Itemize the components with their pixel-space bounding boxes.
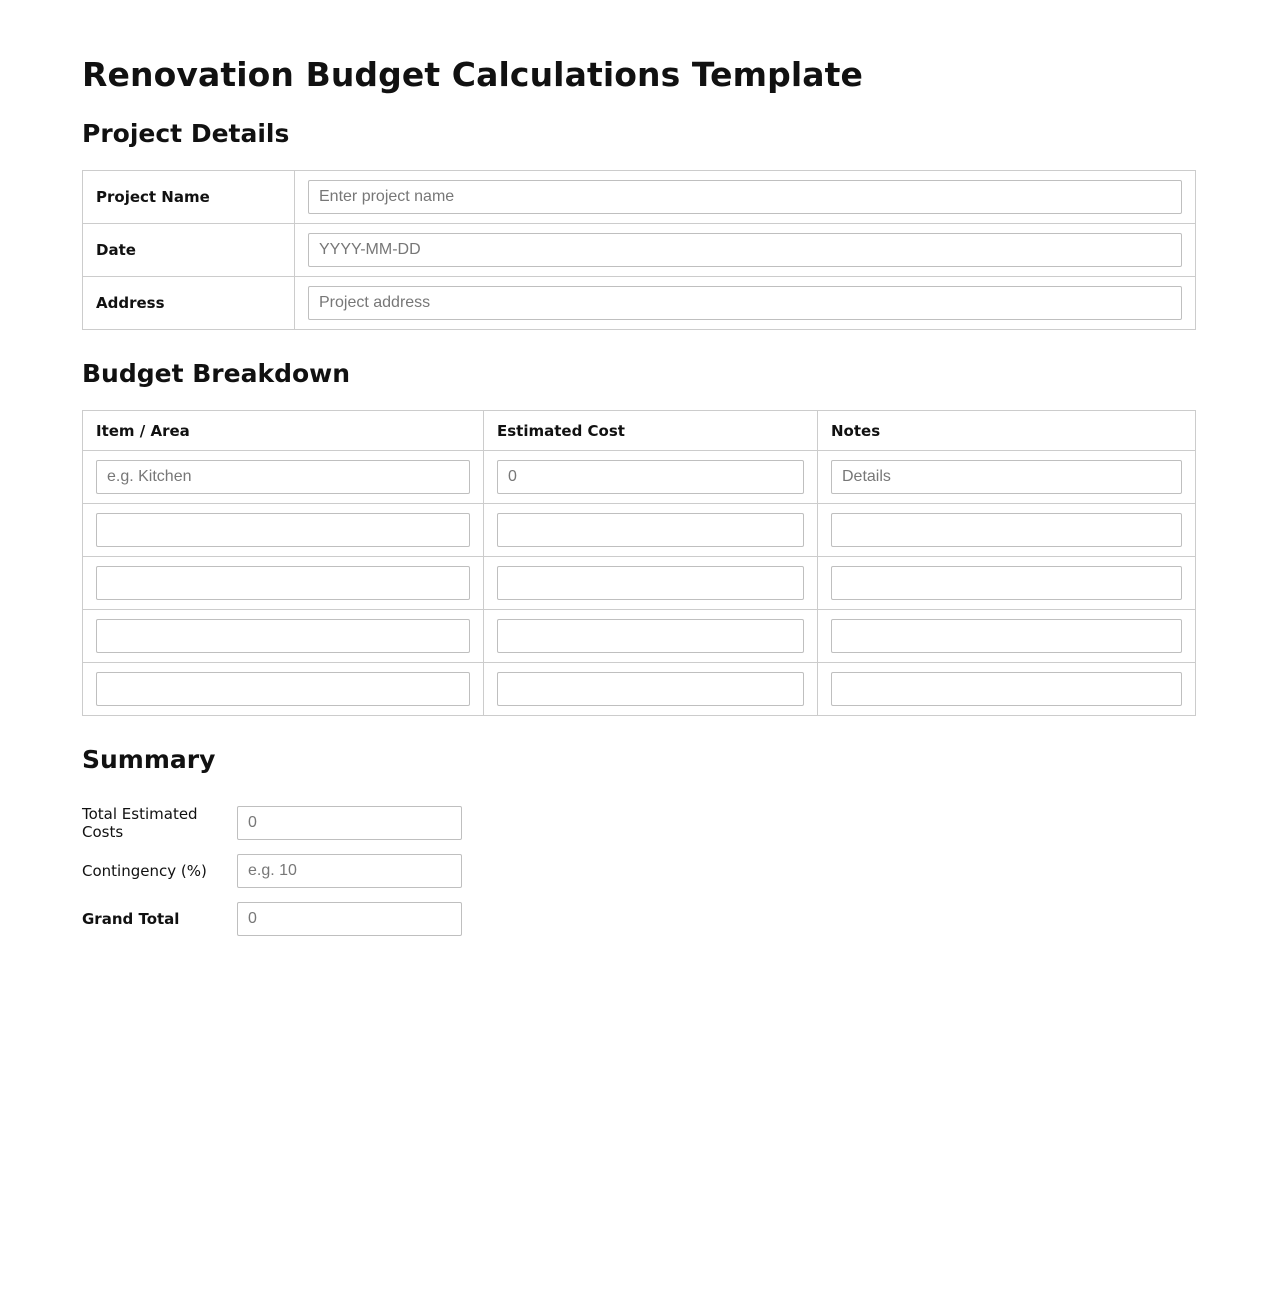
- notes-input[interactable]: [831, 672, 1182, 706]
- column-header-estimated-cost: Estimated Cost: [484, 411, 818, 451]
- notes-cell: [818, 557, 1196, 610]
- notes-cell: [818, 504, 1196, 557]
- table-header-row: [83, 411, 1196, 451]
- contingency-label: Contingency (%): [82, 862, 207, 880]
- contingency-input[interactable]: [237, 854, 462, 888]
- item-cell: [83, 663, 484, 716]
- address-cell: [295, 277, 1196, 330]
- item-input[interactable]: [96, 460, 470, 494]
- table-row: [83, 451, 1196, 504]
- address-label: Address: [83, 277, 295, 330]
- table-row: [83, 224, 1196, 277]
- budget-breakdown-heading: Budget Breakdown: [82, 359, 351, 388]
- item-cell: [83, 504, 484, 557]
- cost-cell: [484, 610, 818, 663]
- notes-cell: [818, 663, 1196, 716]
- summary-heading: Summary: [82, 745, 216, 774]
- table-row: [83, 610, 1196, 663]
- summary-row-grand-total: [82, 902, 1196, 936]
- grand-total-input[interactable]: [237, 902, 462, 936]
- notes-cell: [818, 610, 1196, 663]
- table-row: [83, 171, 1196, 224]
- page-title: Renovation Budget Calculations Template: [82, 55, 863, 94]
- total-estimated-costs-label: Total Estimated Costs: [82, 805, 198, 841]
- table-row: [83, 504, 1196, 557]
- estimated-cost-input[interactable]: [497, 513, 804, 547]
- table-row: [83, 557, 1196, 610]
- estimated-cost-input[interactable]: [497, 672, 804, 706]
- cost-cell: [484, 663, 818, 716]
- total-estimated-costs-input[interactable]: [237, 806, 462, 840]
- item-input[interactable]: [96, 672, 470, 706]
- item-input[interactable]: [96, 566, 470, 600]
- notes-cell: [818, 451, 1196, 504]
- estimated-cost-input[interactable]: [497, 460, 804, 494]
- notes-input[interactable]: [831, 566, 1182, 600]
- date-input[interactable]: [308, 233, 1182, 267]
- item-input[interactable]: [96, 619, 470, 653]
- column-header-item: Item / Area: [83, 411, 484, 451]
- project-name-input[interactable]: [308, 180, 1182, 214]
- notes-input[interactable]: [831, 513, 1182, 547]
- grand-total-label: Grand Total: [82, 910, 180, 928]
- cost-cell: [484, 451, 818, 504]
- date-label: Date: [83, 224, 295, 277]
- cost-cell: [484, 504, 818, 557]
- summary-row-contingency: [82, 854, 1196, 888]
- table-row: [83, 277, 1196, 330]
- summary-row-total: [82, 806, 1196, 840]
- project-details-table: [82, 170, 1196, 330]
- item-input[interactable]: [96, 513, 470, 547]
- address-input[interactable]: [308, 286, 1182, 320]
- notes-input[interactable]: [831, 619, 1182, 653]
- item-cell: [83, 451, 484, 504]
- date-cell: [295, 224, 1196, 277]
- summary-section: [82, 806, 1196, 936]
- notes-input[interactable]: [831, 460, 1182, 494]
- table-row: [83, 663, 1196, 716]
- budget-breakdown-table: [82, 410, 1196, 716]
- estimated-cost-input[interactable]: [497, 566, 804, 600]
- item-cell: [83, 610, 484, 663]
- column-header-notes: Notes: [818, 411, 1196, 451]
- cost-cell: [484, 557, 818, 610]
- project-name-cell: [295, 171, 1196, 224]
- project-name-label: Project Name: [83, 171, 295, 224]
- item-cell: [83, 557, 484, 610]
- estimated-cost-input[interactable]: [497, 619, 804, 653]
- project-details-heading: Project Details: [82, 119, 290, 148]
